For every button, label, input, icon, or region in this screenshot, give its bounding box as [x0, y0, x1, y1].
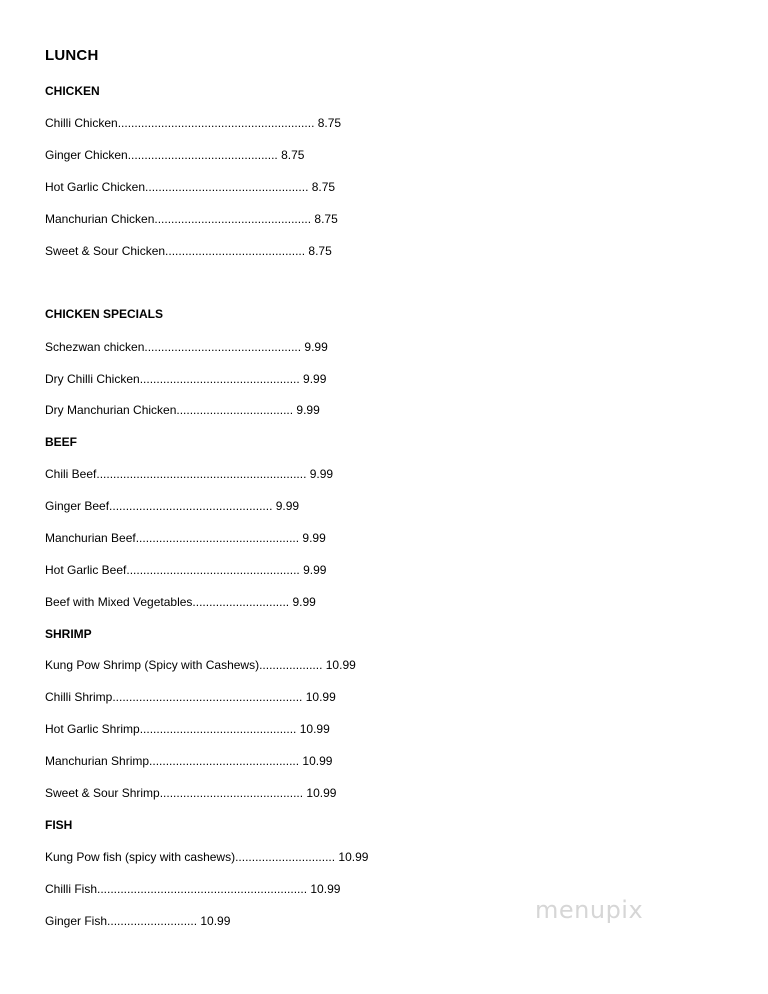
menu-item: Beef with Mixed Vegetables............................. 9.99 — [45, 595, 316, 609]
menu-item: Hot Garlic Chicken................................................. 8.75 — [45, 180, 336, 194]
section-heading-beef: BEEF — [45, 435, 78, 449]
menu-item: Chilli Fish............................................................... 10.99 — [45, 882, 341, 896]
menu-item: Dry Chilli Chicken................................................ 9.99 — [45, 372, 327, 386]
menu-item: Ginger Fish........................... 10.99 — [45, 914, 231, 928]
menu-item: Manchurian Beef................................................. 9.99 — [45, 531, 326, 545]
menupix-watermark: menupix — [535, 896, 644, 924]
menu-item: Manchurian Chicken............................................... 8.75 — [45, 212, 338, 226]
menu-item: Kung Pow fish (spicy with cashews).............................. 10.99 — [45, 850, 369, 864]
menu-item: Ginger Beef................................................. 9.99 — [45, 499, 300, 513]
section-heading-fish: FISH — [45, 818, 73, 832]
menu-item: Dry Manchurian Chicken................................... 9.99 — [45, 403, 320, 417]
menu-item: Manchurian Shrimp............................................. 10.99 — [45, 754, 333, 768]
menu-item: Kung Pow Shrimp (Spicy with Cashews)................... 10.99 — [45, 658, 356, 672]
menu-item: Hot Garlic Beef.................................................... 9.99 — [45, 563, 327, 577]
menu-item: Chilli Chicken........................................................... 8.75 — [45, 116, 342, 130]
menu-item: Schezwan chicken............................................... 9.99 — [45, 340, 328, 354]
page-title: LUNCH — [45, 47, 99, 64]
menu-item: Sweet & Sour Shrimp........................................... 10.99 — [45, 786, 337, 800]
section-heading-chicken: CHICKEN — [45, 84, 100, 98]
menu-item: Hot Garlic Shrimp............................................... 10.99 — [45, 722, 330, 736]
section-heading-shrimp: SHRIMP — [45, 627, 92, 641]
menu-item: Chili Beef............................................................... 9.99 — [45, 467, 334, 481]
section-heading-chicken-specials: CHICKEN SPECIALS — [45, 307, 164, 321]
menu-item: Ginger Chicken............................................. 8.75 — [45, 148, 305, 162]
menu-item: Chilli Shrimp......................................................... 10.99 — [45, 690, 336, 704]
menu-item: Sweet & Sour Chicken.......................................... 8.75 — [45, 244, 332, 258]
